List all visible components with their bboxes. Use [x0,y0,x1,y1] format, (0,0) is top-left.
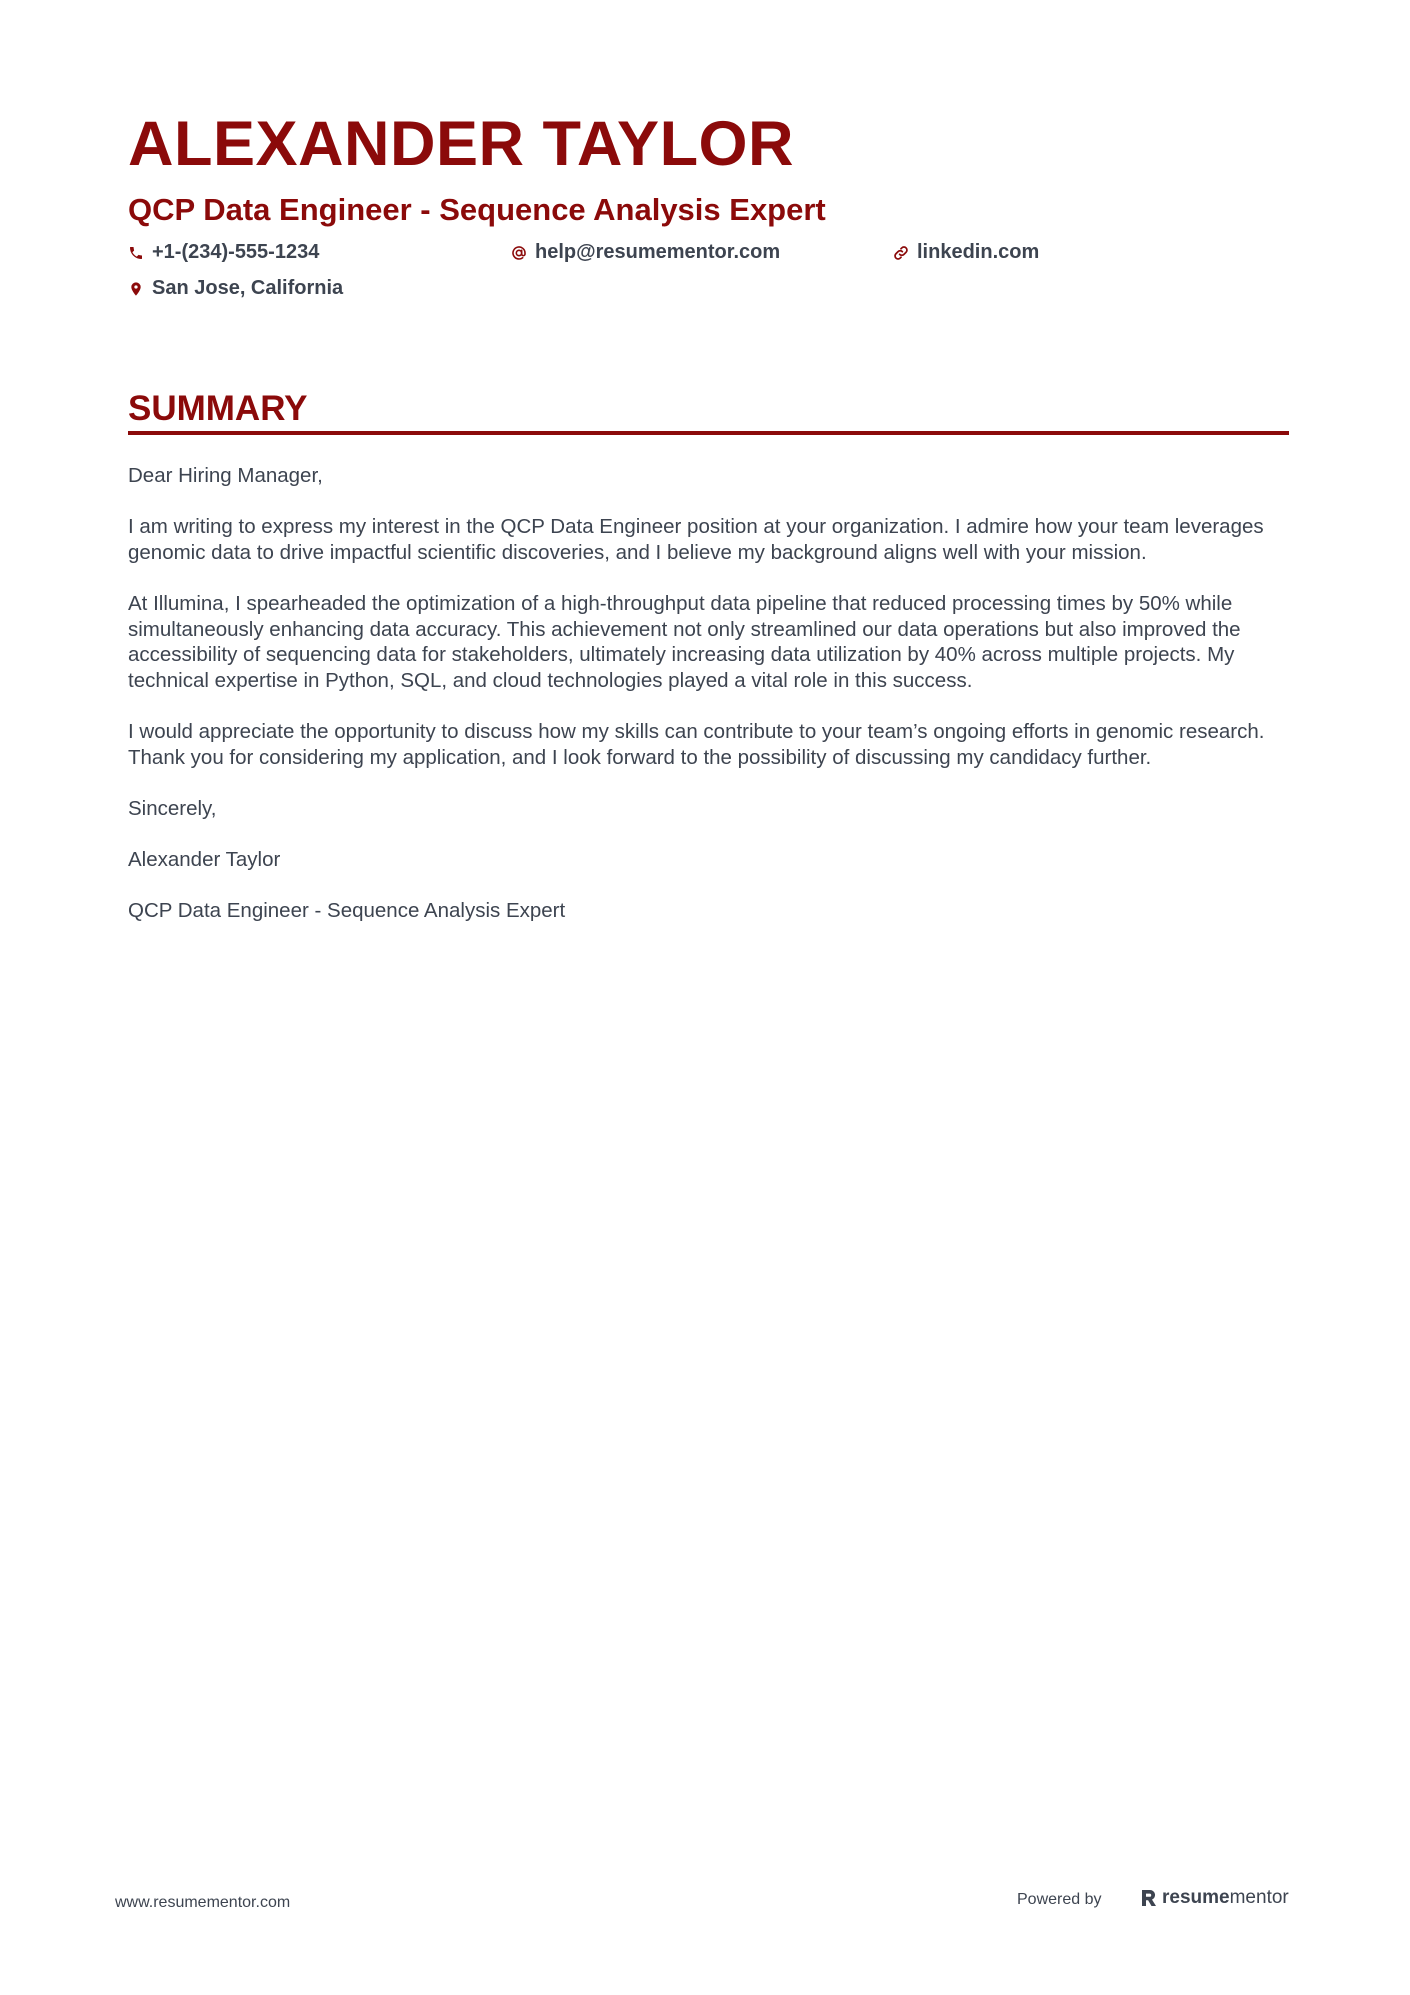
closing: Sincerely, [128,796,217,820]
applicant-name: ALEXANDER TAYLOR [128,109,795,179]
contact-link[interactable] [893,241,1039,264]
resumementor-logo-icon [1140,1888,1158,1908]
body-paragraph: I am writing to express my interest in the QCP Data Engineer position at your organization. I admire how your team leverages genomic data to drive impactful scientific discoveries, and I believe my background aligns well with your mission. [128,515,1264,564]
salutation: Dear Hiring Manager, [128,464,323,487]
contact-location [128,277,343,300]
signature-title: QCP Data Engineer - Sequence Analysis Expert [128,899,566,923]
footer-website-link[interactable]: www.resumementor.com [115,1894,291,1911]
contact-email[interactable] [511,241,780,264]
brand-text-regular: mentor [1229,1887,1289,1908]
email-text[interactable]: help@resumementor.com [535,241,781,263]
section-divider [128,431,1289,435]
phone-icon [128,245,144,261]
contact-phone [128,241,319,264]
link-icon [893,245,909,261]
brand-text-bold: resume [1162,1887,1230,1908]
signature-name: Alexander Taylor [128,847,281,871]
body-paragraph: At Illumina, I spearheaded the optimization of a high-throughput data pipeline that reduced processing times by 50% while simultaneously enhancing data accuracy. This achievement not only streamlined our data operations but also improved the accessibility of sequencing data for stakeholders, ultimately increasing data utilization by 40% across multiple projects. My technical expertise in Python, SQL, and cloud technologies played a vital role in this success. [128,591,1241,692]
footer-brand-logo[interactable] [1140,1887,1289,1909]
body-paragraph: I would appreciate the opportunity to discuss how my skills can contribute to your team’s ongoing efforts in genomic research. Thank you for considering my application, and I look forward to the possibility of discussing my candidacy further. [128,719,1265,769]
location-text: San Jose, California [152,277,344,299]
phone-text: +1-(234)-555-1234 [152,241,320,263]
footer-powered-by: Powered by [1017,1891,1102,1908]
at-sign-icon [511,245,527,261]
letter-body [128,463,1293,949]
job-title: QCP Data Engineer - Sequence Analysis Expert [128,192,826,227]
link-text[interactable]: linkedin.com [917,241,1040,263]
location-pin-icon [128,281,144,297]
section-heading-summary: SUMMARY [128,389,308,428]
